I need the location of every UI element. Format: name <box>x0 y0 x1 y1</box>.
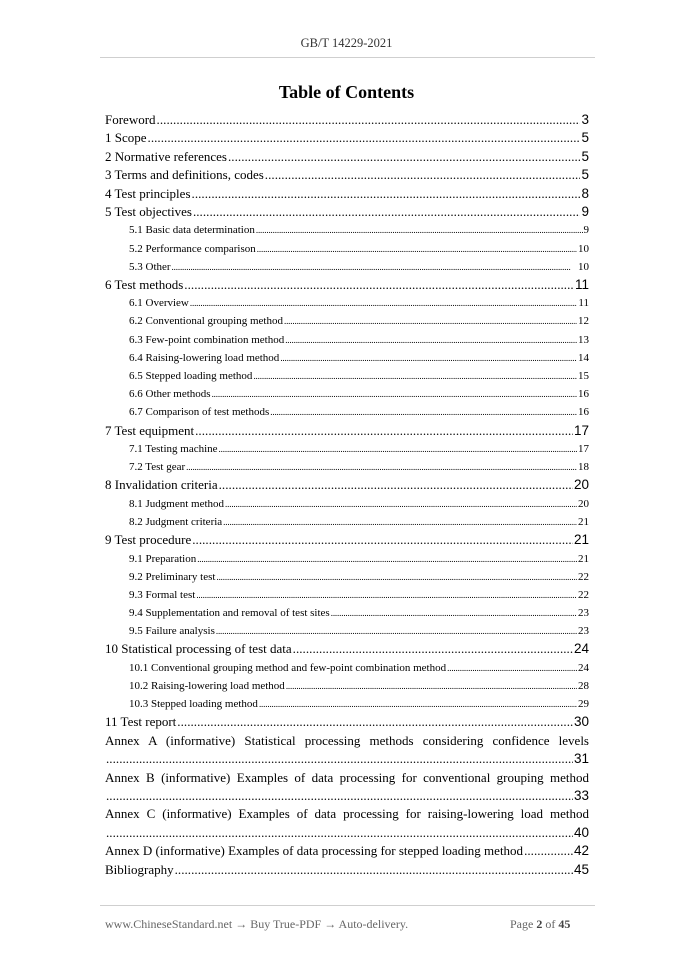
toc-dot-leader <box>106 787 573 805</box>
toc-entry-label: 6.3 Few-point combination method <box>129 333 285 346</box>
toc-entry-page: 20 <box>573 477 589 493</box>
toc-entry-page: 33 <box>573 787 589 803</box>
toc-entry-label: 5.3 Other <box>129 260 171 273</box>
toc-entry-test-procedure[interactable] <box>105 531 589 549</box>
toc-subentry[interactable] <box>105 240 589 258</box>
toc-entry-label: Annex B (informative) Examples of data processing for conventional grouping method <box>105 769 589 785</box>
toc-subentry[interactable] <box>105 221 589 239</box>
toc-subentry[interactable] <box>105 458 589 476</box>
toc-entry-page: 8 <box>581 185 589 201</box>
toc-entry-page: 31 <box>573 751 589 767</box>
toc-dot-leader <box>280 349 577 367</box>
toc-entry-page: 24 <box>578 661 589 674</box>
toc-entry-label: 9.2 Preliminary test <box>129 570 216 583</box>
toc-entry-page: 21 <box>578 515 589 528</box>
toc-entry-label: 8.2 Judgment criteria <box>129 515 223 528</box>
toc-entry-page: 18 <box>578 461 589 474</box>
toc-entry-label: 7.1 Testing machine <box>129 443 218 455</box>
toc-entry-label: 11 Test report <box>105 714 177 730</box>
toc-entry-page: 5 <box>581 167 589 183</box>
toc-entry-page: 9 <box>583 224 589 237</box>
toc-entry-label: 6.1 Overview <box>129 297 189 310</box>
toc-entry-page: 23 <box>578 625 589 638</box>
toc-entry-page: 5 <box>581 130 589 146</box>
toc-dot-leader <box>192 531 573 549</box>
toc-entry-page: 40 <box>573 824 589 840</box>
toc-dot-leader <box>259 695 577 713</box>
toc-entry-test-methods[interactable] <box>105 276 589 294</box>
toc-entry-page: 11 <box>574 276 589 292</box>
toc-entry-page: 30 <box>573 714 589 730</box>
toc-entry-page: 16 <box>578 388 589 401</box>
toc-entry-page: 17 <box>573 422 589 438</box>
toc-dot-leader <box>106 824 573 842</box>
toc-subentry[interactable] <box>105 586 589 604</box>
toc-entry-label: 6.5 Stepped loading method <box>129 370 253 383</box>
toc-entry-page: 23 <box>578 607 589 620</box>
toc-entry-page: 15 <box>578 370 589 383</box>
toc-entry-label: 5 Test objectives <box>105 203 192 219</box>
toc-entry-label: 10.3 Stepped loading method <box>129 698 258 711</box>
toc-entry-label: 10.1 Conventional grouping method and few-point combination method <box>129 661 447 674</box>
toc-entry-label: 5.2 Performance comparison <box>129 242 256 255</box>
toc-entry-page: 11 <box>578 297 589 310</box>
toc-dot-leader <box>216 622 577 640</box>
page-word: Page <box>510 917 534 931</box>
toc-entry-test-objectives[interactable] <box>105 203 589 221</box>
toc-entry-page: 12 <box>578 315 589 328</box>
toc-dot-leader <box>219 440 577 458</box>
toc-entry-foreword[interactable] <box>105 111 589 129</box>
toc-entry-annex-a[interactable] <box>105 732 589 769</box>
page-counter <box>510 917 570 932</box>
toc-entry-label: 6.7 Comparison of test methods <box>129 406 270 419</box>
toc-entry-page: 42 <box>573 843 589 859</box>
toc-entry-page: 22 <box>578 570 589 583</box>
current-page-number: 2 <box>536 917 543 931</box>
toc-entry-invalidation-criteria[interactable] <box>105 476 589 494</box>
toc-subentry[interactable] <box>105 294 589 312</box>
toc-dot-leader <box>197 550 577 568</box>
toc-entry-page: 13 <box>578 333 589 346</box>
toc-dot-leader <box>177 713 573 731</box>
toc-entry-page: 10 <box>578 260 589 273</box>
toc-entry-test-equipment[interactable] <box>105 422 589 440</box>
toc-dot-leader <box>447 659 577 677</box>
toc-entry-page: 5 <box>581 148 589 164</box>
toc-entry-label: 5.1 Basic data determination <box>129 224 255 237</box>
toc-entry-label: Bibliography <box>105 861 174 877</box>
toc-dot-leader <box>256 221 583 239</box>
toc-entry-annex-d[interactable] <box>105 842 589 860</box>
toc-dot-leader <box>212 385 577 403</box>
toc-subentry[interactable] <box>105 513 589 531</box>
footer-divider <box>100 905 595 906</box>
toc-entry-label: 8.1 Judgment method <box>129 497 225 510</box>
toc-subentry[interactable] <box>105 695 589 713</box>
toc-entry-page: 21 <box>578 552 589 565</box>
toc-subentry[interactable] <box>105 349 589 367</box>
toc-dot-leader <box>190 294 578 312</box>
toc-entry-label: 8 Invalidation criteria <box>105 477 218 493</box>
toc-dot-leader <box>223 513 577 531</box>
toc-dot-leader <box>286 677 577 695</box>
toc-entry-label: Annex D (informative) Examples of data processing for stepped loading method <box>105 843 524 859</box>
toc-entry-annex-c[interactable] <box>105 805 589 842</box>
table-of-contents <box>105 111 589 879</box>
toc-dot-leader <box>216 568 577 586</box>
toc-entry-page: 22 <box>578 588 589 601</box>
toc-dot-leader <box>285 331 577 349</box>
toc-subentry[interactable] <box>105 403 589 421</box>
toc-entry-page: 29 <box>578 698 589 711</box>
toc-dot-leader <box>265 166 581 184</box>
total-pages-number: 45 <box>558 917 571 931</box>
toc-entry-label: 9.3 Formal test <box>129 588 196 601</box>
page-title: Table of Contents <box>278 82 415 102</box>
toc-entry-label: 1 Scope <box>105 130 147 146</box>
toc-entry-bibliography[interactable] <box>105 861 589 879</box>
toc-entry-label: 6.2 Conventional grouping method <box>129 315 283 328</box>
toc-dot-leader <box>270 403 577 421</box>
toc-entry-annex-b[interactable] <box>105 769 589 806</box>
toc-entry-scope[interactable] <box>105 129 589 147</box>
toc-dot-leader <box>293 640 573 658</box>
toc-entry-label: 6.4 Raising-lowering load method <box>129 351 280 364</box>
toc-subentry[interactable] <box>105 677 589 695</box>
toc-dot-leader <box>257 240 577 258</box>
toc-entry-label: 6 Test methods <box>105 276 184 292</box>
toc-entry-statistical-processing[interactable] <box>105 640 589 658</box>
toc-subentry[interactable] <box>105 367 589 385</box>
toc-entry-label: 9.5 Failure analysis <box>129 625 215 638</box>
toc-entry-label: 3 Terms and definitions, codes <box>105 167 264 183</box>
toc-dot-leader <box>225 495 577 513</box>
toc-entry-label: 9.1 Preparation <box>129 552 197 565</box>
document-header: GB/T 14229-2021 <box>300 36 393 50</box>
toc-subentry[interactable] <box>105 604 589 622</box>
toc-entry-normative-references[interactable] <box>105 148 589 166</box>
header-divider <box>100 57 595 58</box>
toc-subentry[interactable] <box>105 312 589 330</box>
toc-entry-page: 45 <box>573 861 589 877</box>
toc-dot-leader <box>219 476 573 494</box>
toc-dot-leader <box>184 276 574 294</box>
toc-entry-label: Foreword <box>105 112 156 127</box>
toc-subentry[interactable] <box>105 385 589 403</box>
toc-subentry[interactable] <box>105 440 589 458</box>
toc-entry-label: Annex A (informative) Statistical processing methods considering confidence levels <box>105 732 589 748</box>
toc-entry-page: 10 <box>578 242 589 255</box>
toc-entry-label: 10 Statistical processing of test data <box>105 641 292 657</box>
toc-entry-page: 3 <box>581 112 589 127</box>
toc-dot-leader <box>195 422 573 440</box>
toc-entry-test-principles[interactable] <box>105 185 589 203</box>
toc-dot-leader <box>253 367 577 385</box>
toc-dot-leader <box>157 111 581 129</box>
toc-entry-label: 9.4 Supplementation and removal of test sites <box>129 607 330 620</box>
toc-entry-page: 21 <box>573 532 589 548</box>
toc-dot-leader <box>172 258 577 276</box>
toc-entry-label: Annex C (informative) Examples of data processing for raising-lowering load method <box>105 806 589 822</box>
toc-entry-terms-definitions[interactable] <box>105 166 589 184</box>
toc-subentry[interactable] <box>105 550 589 568</box>
toc-subentry[interactable] <box>105 622 589 640</box>
toc-dot-leader <box>331 604 577 622</box>
footer-link[interactable]: www.ChineseStandard.net → Buy True-PDF → Auto-delivery. <box>105 917 409 931</box>
toc-dot-leader <box>228 148 580 166</box>
toc-dot-leader <box>196 586 577 604</box>
toc-entry-test-report[interactable] <box>105 713 589 731</box>
toc-entry-page: 14 <box>578 351 589 364</box>
toc-dot-leader <box>106 750 573 768</box>
toc-dot-leader <box>192 185 581 203</box>
toc-entry-page: 20 <box>578 497 589 510</box>
toc-entry-page: 28 <box>578 680 589 693</box>
toc-entry-label: 9 Test procedure <box>105 532 192 548</box>
toc-subentry[interactable] <box>105 258 589 276</box>
toc-dot-leader <box>148 129 581 147</box>
toc-entry-page: 9 <box>581 203 589 219</box>
toc-entry-label: 7.2 Test gear <box>129 461 186 474</box>
of-word: of <box>545 917 556 931</box>
toc-subentry[interactable] <box>105 659 589 677</box>
toc-entry-label: 7 Test equipment <box>105 422 195 438</box>
toc-entry-page: 16 <box>578 406 589 419</box>
toc-dot-leader <box>193 203 581 221</box>
toc-entry-label: 2 Normative references <box>105 148 227 164</box>
toc-entry-page: 24 <box>573 641 589 657</box>
toc-dot-leader <box>524 842 573 860</box>
toc-dot-leader <box>284 312 577 330</box>
toc-dot-leader <box>186 458 577 476</box>
toc-entry-label: 6.6 Other methods <box>129 388 211 401</box>
toc-entry-page: 17 <box>578 443 589 455</box>
toc-entry-label: 4 Test principles <box>105 185 191 201</box>
toc-subentry[interactable] <box>105 495 589 513</box>
toc-subentry[interactable] <box>105 331 589 349</box>
toc-entry-label: 10.2 Raising-lowering load method <box>129 680 285 693</box>
toc-dot-leader <box>175 861 573 879</box>
toc-subentry[interactable] <box>105 568 589 586</box>
